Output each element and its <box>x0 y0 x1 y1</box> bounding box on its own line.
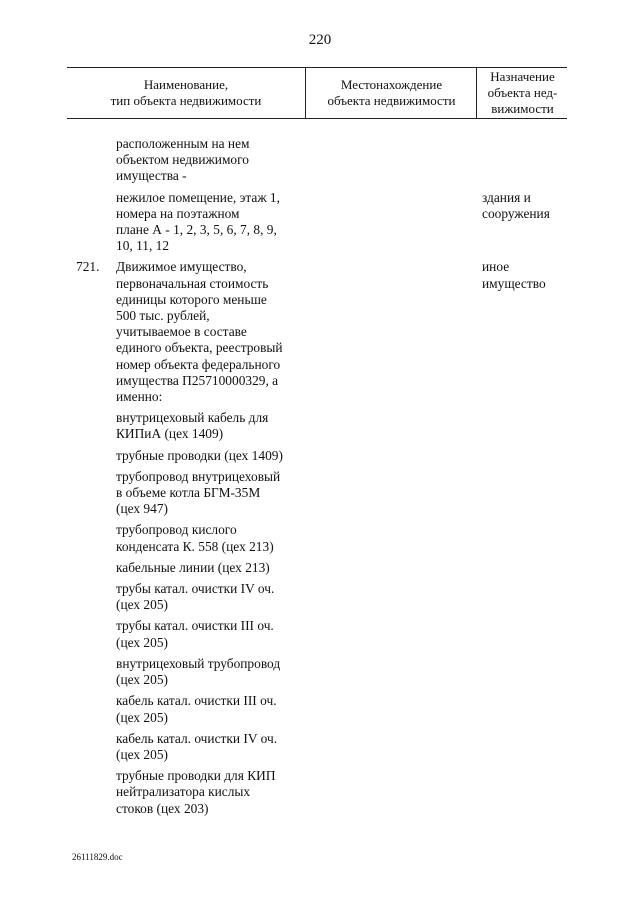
table-row <box>0 448 640 464</box>
table-header <box>67 67 567 119</box>
row-object-name: трубопровод кислого конденсата К. 558 (цех 213) <box>116 522 274 554</box>
table-row <box>0 522 640 554</box>
row-object-name: Движимое имущество, первоначальная стоимость единицы которого меньше 500 тыс. рублей, учитываемое в составе единого объекта, реестровый номер объекта федерального имущества П25710000329, а именно: <box>116 259 283 405</box>
table-row <box>0 618 640 650</box>
table-body <box>0 136 640 822</box>
row-object-name: нежилое помещение, этаж 1, номера на поэтажном плане А - 1, 2, 3, 5, 6, 7, 8, 9, 10, 11, 12 <box>116 189 280 254</box>
header-name-type: Наименование, тип объекта недвижимости <box>110 77 262 108</box>
table-row <box>0 136 640 185</box>
row-object-name: трубные проводки для КИП нейтрализатора кислых стоков (цех 203) <box>116 768 276 816</box>
table-row <box>0 560 640 576</box>
table-row <box>0 259 640 405</box>
row-number: 721. <box>76 259 100 275</box>
row-object-name: кабель катал. очистки IV оч. (цех 205) <box>116 730 278 762</box>
table-row <box>0 768 640 817</box>
row-object-name: кабель катал. очистки III оч. (цех 205) <box>116 693 277 725</box>
document-filename: 26111829.doc <box>72 852 123 862</box>
row-object-name: внутрицеховый трубопровод (цех 205) <box>116 655 281 688</box>
row-purpose: иное имущество <box>482 259 546 291</box>
table-row <box>0 581 640 613</box>
table-row <box>0 656 640 688</box>
table-row <box>0 469 640 518</box>
row-object-name: расположенным на нем объектом недвижимого имущества - <box>116 136 250 184</box>
table-row <box>0 410 640 442</box>
table-row <box>0 190 640 255</box>
row-object-name: трубные проводки (цех 1409) <box>116 447 283 463</box>
row-object-name: кабельные линии (цех 213) <box>116 559 270 575</box>
header-purpose: Назначение объекта нед- вижимости <box>476 68 568 118</box>
row-object-name: трубы катал. очистки IV оч. (цех 205) <box>116 581 275 613</box>
table-row <box>0 731 640 763</box>
table-row <box>0 693 640 725</box>
row-object-name: внутрицеховый кабель для КИПиА (цех 1409) <box>116 410 269 442</box>
header-location: Местонахождение объекта недвижимости <box>305 68 477 118</box>
row-purpose: здания и сооружения <box>482 189 550 221</box>
page-number: 220 <box>308 32 332 48</box>
row-object-name: трубопровод внутрицеховый в объеме котла БГМ-35М (цех 947) <box>116 468 281 517</box>
row-object-name: трубы катал. очистки III оч. (цех 205) <box>116 618 274 650</box>
